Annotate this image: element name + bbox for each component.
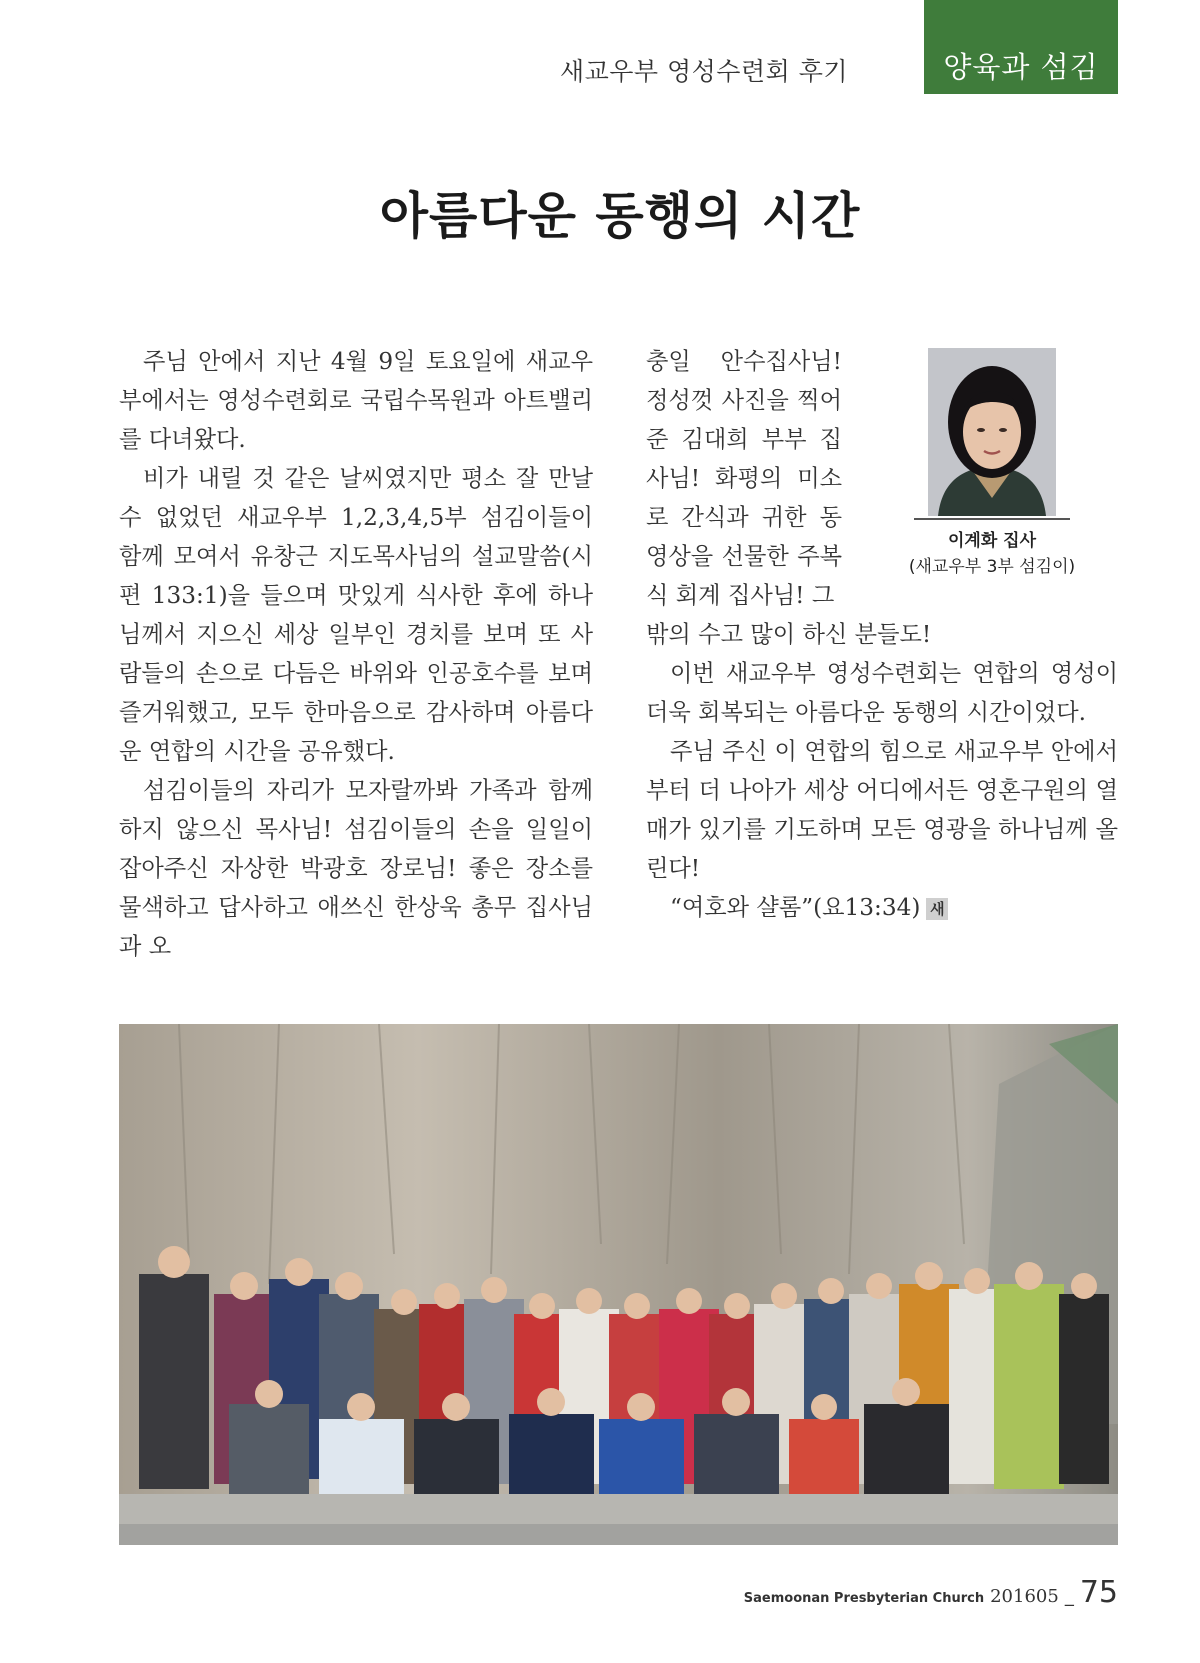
article-title: 아름다운 동행의 시간: [379, 187, 861, 245]
paragraph-continuation: 밖의 수고 많이 하신 분들도!: [646, 621, 932, 648]
group-photo-image: [119, 1024, 1118, 1545]
paragraph: 충일 안수집사님! 정성껏 사진을 찍어 준 김대희 부부 집사님! 화평의 미소로 간식과 귀한 동영상을 선물한 주복식 회계 집사님! 그: [646, 348, 842, 609]
article-body-right: [646, 615, 1118, 927]
author-role: (새교우부 3부 섬김이): [908, 557, 1076, 577]
paragraph: 이번 새교우부 영성수련회는 연합의 영성이 더욱 회복되는 아름다운 동행의 시간이었다.: [646, 660, 1118, 726]
footer-separator: _: [1064, 1586, 1074, 1607]
paragraph: 주님 주신 이 연합의 힘으로 새교우부 안에서부터 더 나아가 세상 어디에서든 영혼구원의 열매가 있기를 기도하며 모든 영광을 하나님께 올린다!: [646, 738, 1118, 882]
article-body-left: [119, 342, 593, 966]
page-footer: [744, 1575, 1118, 1610]
footer-issue: 201605: [990, 1586, 1059, 1607]
section-tab: [924, 0, 1118, 94]
paragraph: 섬김이들의 자리가 모자랄까봐 가족과 함께 하지 않으신 목사님! 섬김이들의 손을 일일이 잡아주신 자상한 박광호 장로님! 좋은 장소를 물색하고 답사하고 애쓰신 한상욱 총무 집사님과 오: [119, 777, 593, 960]
group-photo: [119, 1024, 1118, 1545]
closing-quote: “여호와 샬롬”(요13:34): [670, 894, 921, 921]
paragraph: 비가 내릴 것 같은 날씨였지만 평소 잘 만날 수 없었던 새교우부 1,2,3,4,5부 섬김이들이 함께 모여서 유창근 지도목사님의 설교말씀(시편 133:1)을 들으며 맛있게 식사한 후에 하나님께서 지으신 세상 일부인 경치를 보며 또 사람들의 손으로 다듬은 바위와 인공호수를 보며 즐거워했고, 모두 한마음으로 감사하며 아름다운 연합의 시간을 공유했다.: [119, 465, 593, 765]
author-portrait: [928, 348, 1056, 516]
header-subtitle: 새교우부 영성수련회 후기: [559, 57, 848, 86]
footer-church-name: Saemoonan Presbyterian Church: [743, 1591, 985, 1606]
caption-divider: [914, 518, 1070, 520]
section-tab-label: 양육과 섬김: [943, 50, 1099, 84]
paragraph: 주님 안에서 지난 4월 9일 토요일에 새교우부에서는 영성수련회로 국립수목원과 아트밸리를 다녀왔다.: [119, 348, 593, 453]
article-body-right-top: [646, 342, 842, 615]
end-mark-icon: 새: [926, 898, 948, 920]
author-portrait-image: [928, 348, 1056, 516]
closing-quote-line: [646, 888, 1118, 927]
page-number: 75: [1079, 1575, 1118, 1610]
author-name: 이계화 집사: [947, 531, 1037, 551]
